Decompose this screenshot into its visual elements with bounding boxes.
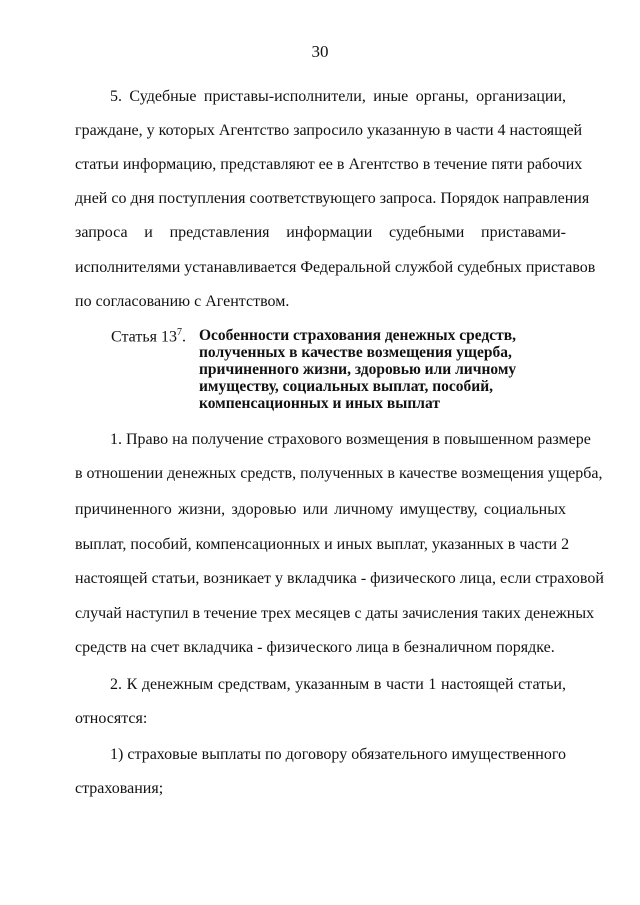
text-line: по согласованию с Агентством. (75, 293, 290, 310)
text-line: статьи информацию, представляют ее в Агентство в течение пяти рабочих (75, 156, 583, 173)
text-line: исполнителями устанавливается Федеральной службой судебных приставов (75, 259, 596, 276)
article-title-line: имуществу, социальных выплат, пособий, (199, 378, 494, 395)
text-line: причиненного жизни, здоровью или личному имуществу, социальных (75, 501, 566, 518)
text-line: относятся: (75, 710, 148, 727)
text-line: выплат, пособий, компенсационных и иных выплат, указанных в части 2 (75, 536, 570, 553)
text-line: в отношении денежных средств, полученных в качестве возмещения ущерба, (75, 465, 603, 482)
article-title-line: причиненного жизни, здоровью или личному (199, 361, 517, 378)
article-label-dot: . (181, 328, 186, 346)
text-line: 2. К денежным средствам, указанным в части 1 настоящей статьи, (110, 676, 566, 693)
text-line: 5. Судебные приставы-исполнители, иные органы, организации, (110, 88, 566, 105)
text-line: запроса и представления информации судебными приставами- (75, 224, 566, 241)
article-label-text: Статья 13 (111, 328, 177, 346)
text-line: дней со дня поступления соответствующего запроса. Порядок направления (75, 190, 590, 207)
page-number: 30 (311, 42, 329, 61)
text-line: 1. Право на получение страхового возмещения в повышенном размере (110, 431, 591, 448)
text-line: граждане, у которых Агентство запросило указанную в части 4 настоящей (75, 122, 583, 139)
text-line: настоящей статьи, возникает у вкладчика - физического лица, если страховой (75, 570, 604, 587)
article-title-line: полученных в качестве возмещения ущерба, (199, 344, 512, 361)
article-title (199, 327, 529, 412)
article-label-superscript: 7 (176, 327, 182, 338)
article-number (111, 327, 186, 346)
text-line: случай наступил в течение трех месяцев с даты зачисления таких денежных (75, 605, 595, 622)
text-line: средств на счет вкладчика - физического лица в безналичном порядке. (75, 639, 555, 656)
text-line: страхования; (75, 780, 164, 797)
text-line: 1) страховые выплаты по договору обязательного имущественного (110, 746, 566, 763)
article-title-line: компенсационных и иных выплат (199, 395, 440, 412)
article-title-line: Особенности страхования денежных средств, (199, 327, 517, 344)
